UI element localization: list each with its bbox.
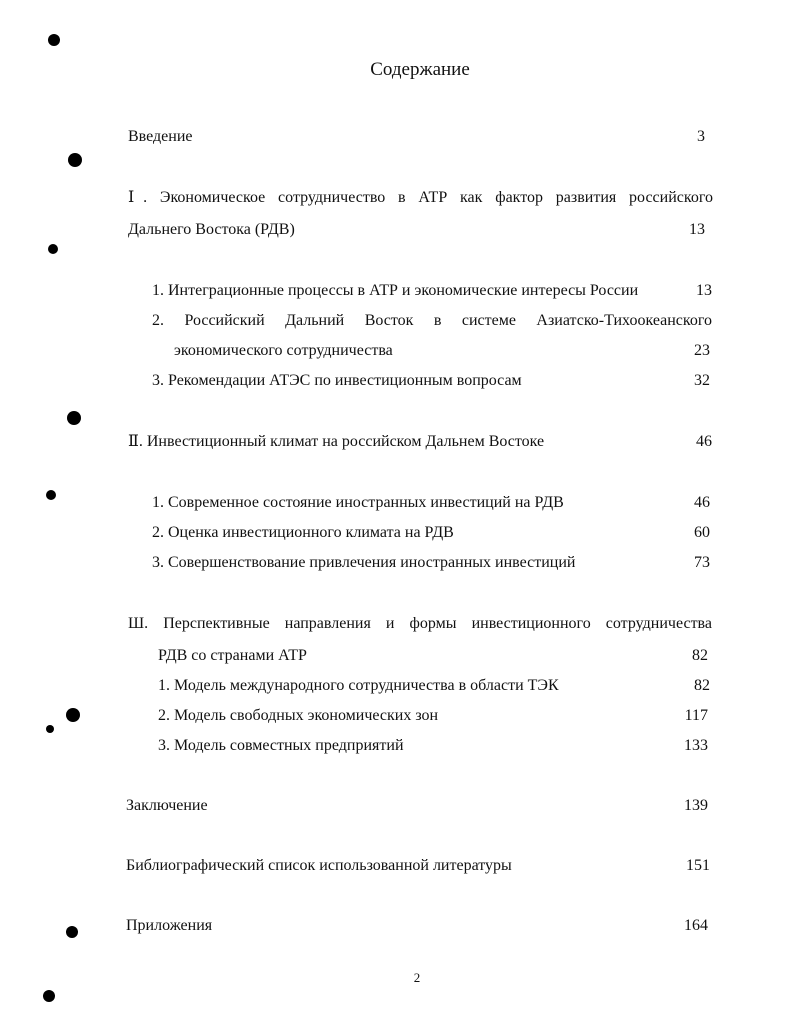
page-number: 2 [413, 970, 421, 985]
toc-entry-chapter-1 [128, 188, 713, 208]
toc-page-chapter-3: 82 [692, 647, 708, 664]
punch-hole-dot [66, 926, 78, 938]
toc-entry-intro: Введение [128, 128, 193, 145]
toc-page-3-2: 117 [684, 707, 708, 724]
toc-entry-3-2: 2. Модель свободных экономических зон [158, 707, 439, 724]
punch-hole-dot [48, 244, 58, 254]
punch-hole-dot [46, 725, 54, 733]
punch-hole-dot [67, 411, 81, 425]
toc-page-chapter-1: 13 [689, 221, 705, 238]
toc-entry-2-1: 1. Современное состояние иностранных инвестиций на РДВ [152, 494, 564, 511]
toc-entry-chapter-3-line1: Ш. Перспективные направления и формы инвестиционного сотрудничества [128, 615, 712, 632]
punch-hole-dot [43, 990, 55, 1002]
toc-entry-bibliography: Библиографический список использованной литературы [126, 857, 512, 874]
toc-entry-1-2 [152, 311, 712, 331]
toc-entry-conclusion: Заключение [126, 797, 208, 814]
page-title: Содержание [370, 59, 470, 80]
toc-page-3-1: 82 [694, 677, 710, 694]
toc-entry-1-2-line2: экономического сотрудничества [174, 342, 393, 359]
toc-page-3-3: 133 [684, 737, 708, 754]
toc-entry-1-2-line1: 2. Российский Дальний Восток в системе Азиатско-Тихоокеанского [152, 312, 712, 329]
toc-page-1-3: 32 [694, 372, 710, 389]
toc-entry-2-2: 2. Оценка инвестиционного климата на РДВ [152, 524, 454, 541]
toc-entry-3-3: 3. Модель совместных предприятий [158, 737, 404, 754]
toc-page-2-1: 46 [694, 494, 710, 511]
toc-entry-2-3: 3. Совершенствование привлечения иностранных инвестиций [152, 554, 576, 571]
toc-page-intro: 3 [697, 128, 705, 145]
toc-page-1-1: 13 [696, 282, 712, 299]
punch-hole-dot [66, 708, 80, 722]
punch-hole-dot [68, 153, 82, 167]
toc-page-bibliography: 151 [686, 857, 710, 874]
toc-page-2-2: 60 [694, 524, 710, 541]
toc-entry-1-1: 1. Интеграционные процессы в АТР и экономические интересы России [152, 282, 639, 299]
toc-entry-chapter-3 [128, 614, 712, 634]
toc-entry-chapter-1-line2: Дальнего Востока (РДВ) [128, 221, 295, 238]
toc-entry-1-3: 3. Рекомендации АТЭС по инвестиционным вопросам [152, 372, 522, 389]
toc-entry-appendix: Приложения [126, 917, 213, 934]
punch-hole-dot [46, 490, 56, 500]
toc-page-conclusion: 139 [684, 797, 708, 814]
toc-entry-chapter-3-line2: РДВ со странами АТР [158, 647, 307, 664]
toc-page-appendix: 164 [684, 917, 708, 934]
toc-page-chapter-2: 46 [696, 433, 712, 450]
toc-entry-chapter-2: Ⅱ. Инвестиционный климат на российском Дальнем Востоке [128, 433, 545, 450]
toc-entry-chapter-1-line1: Ⅰ. Экономическое сотрудничество в АТР как фактор развития российского [128, 189, 713, 206]
toc-entry-3-1: 1. Модель международного сотрудничества в области ТЭК [158, 677, 559, 694]
toc-page-1-2: 23 [694, 342, 710, 359]
punch-hole-dot [48, 34, 60, 46]
toc-page-2-3: 73 [694, 554, 710, 571]
